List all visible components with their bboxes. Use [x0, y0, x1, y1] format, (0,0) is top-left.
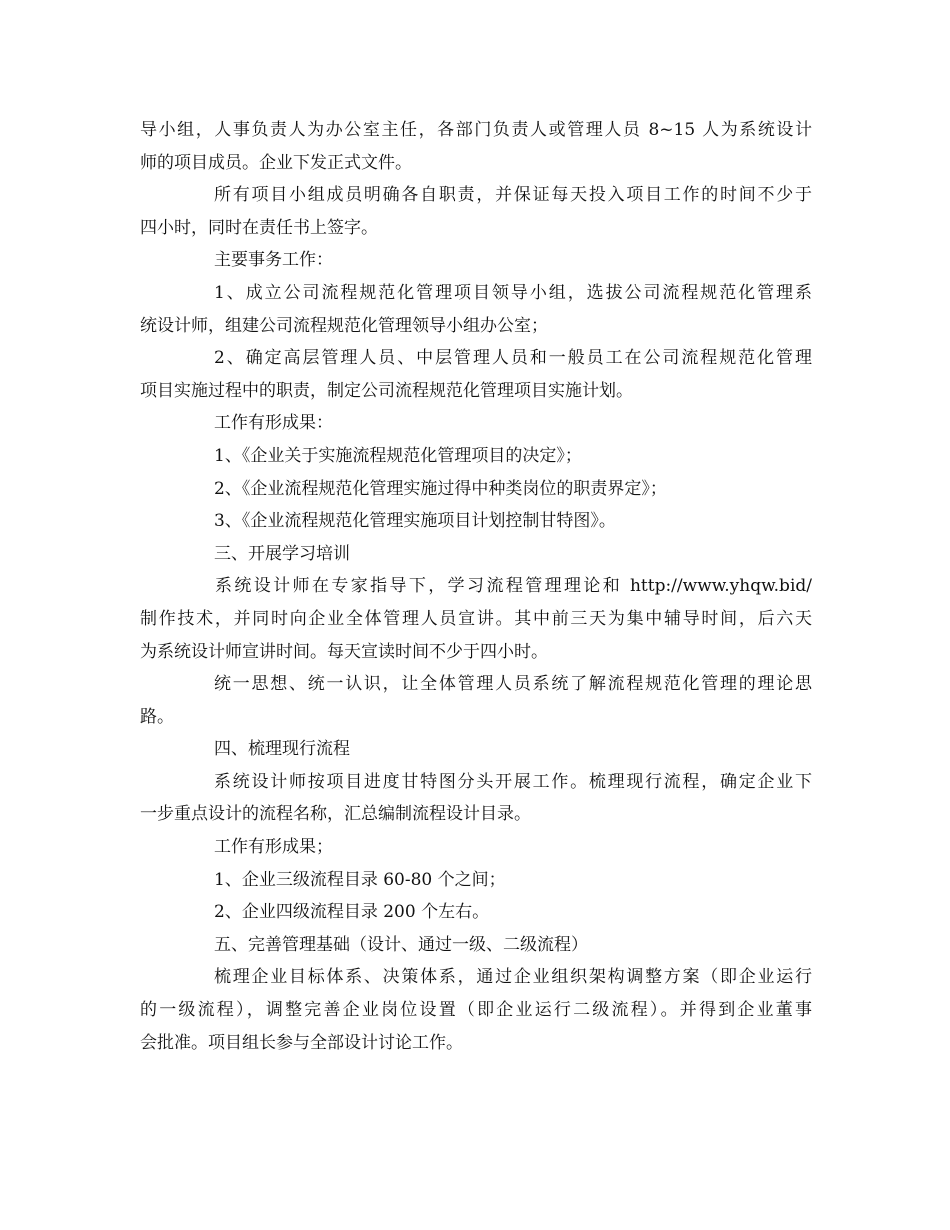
text-line: 的一级流程），调整完善企业岗位设置（即企业运行二级流程）。并得到企业董事	[140, 1000, 812, 1021]
text-line: 主要事务工作：	[214, 250, 333, 271]
document-body	[140, 114, 812, 1059]
text-line: 所有项目小组成员明确各自职责，并保证每天投入项目工作的时间不少于	[214, 185, 812, 206]
text-line: 工作有形成果；	[214, 837, 333, 858]
text-line: 路。	[140, 706, 174, 727]
text-line: 系统设计师按项目进度甘特图分头开展工作。梳理现行流程，确定企业下	[214, 771, 812, 792]
text-line: 2、《企业流程规范化管理实施过得中种类岗位的职责界定》；	[214, 478, 667, 499]
text-line: 会批准。项目组长参与全部设计讨论工作。	[140, 1032, 463, 1053]
section-heading: 四、梳理现行流程	[214, 739, 350, 760]
text-line: 2、企业四级流程目录 200 个左右。	[214, 902, 490, 923]
text-line: 制作技术，并同时向企业全体管理人员宣讲。其中前三天为集中辅导时间，后六天	[140, 608, 812, 629]
text-line: 1、成立公司流程规范化管理项目领导小组，选拔公司流程规范化管理系	[214, 282, 812, 303]
text-line: 项目实施过程中的职责，制定公司流程规范化管理项目实施计划。	[140, 380, 633, 401]
section-heading: 五、完善管理基础（设计、通过一级、二级流程）	[214, 934, 588, 955]
section-heading: 三、开展学习培训	[214, 543, 350, 564]
text-line: 3、《企业流程规范化管理实施项目计划控制甘特图》。	[214, 511, 616, 532]
text-line: 统一思想、统一认识，让全体管理人员系统了解流程规范化管理的理论思	[214, 674, 812, 695]
text-line: 一步重点设计的流程名称，汇总编制流程设计目录。	[140, 804, 531, 825]
text-line: 导小组，人事负责人为办公室主任，各部门负责人或管理人员 8~15 人为系统设计	[140, 120, 812, 140]
text-line: 梳理企业目标体系、决策体系，通过企业组织架构调整方案（即企业运行	[214, 967, 812, 988]
text-line: 统设计师，组建公司流程规范化管理领导小组办公室；	[140, 315, 548, 336]
text-line: 1、企业三级流程目录 60-80 个之间；	[214, 869, 506, 890]
text-line: 为系统设计师宣讲时间。每天宣读时间不少于四小时。	[140, 641, 548, 662]
text-line: 系统设计师在专家指导下，学习流程管理理论和 http://www.yhqw.bid/	[215, 576, 812, 597]
text-line: 师的项目成员。企业下发正式文件。	[140, 152, 412, 173]
text-line: 1、《企业关于实施流程规范化管理项目的决定》；	[214, 445, 582, 466]
text-line: 四小时，同时在责任书上签字。	[140, 217, 378, 238]
text-line: 2、确定高层管理人员、中层管理人员和一般员工在公司流程规范化管理	[214, 348, 812, 369]
text-line: 工作有形成果：	[214, 413, 333, 434]
